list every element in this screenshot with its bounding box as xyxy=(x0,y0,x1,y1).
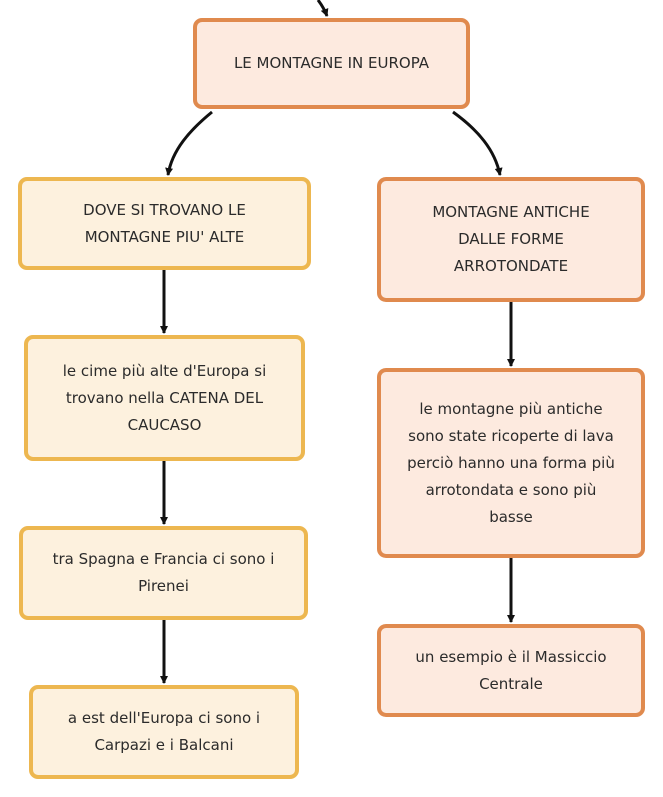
right-item-label-2: un esempio è il Massiccio Centrale xyxy=(415,647,607,693)
right-item-label-1: le montagne più antiche sono state ricoperte di lava perciò hanno una forma più arrotondata e sono più basse xyxy=(407,399,615,526)
connector-incoming xyxy=(318,0,327,16)
right-header-node[interactable] xyxy=(377,177,645,302)
left-header-label: DOVE SI TROVANO LE MONTAGNE PIU' ALTE xyxy=(83,200,246,246)
connector-root-right xyxy=(453,112,500,175)
right-item-node-2[interactable] xyxy=(377,624,645,717)
left-item-node-1[interactable] xyxy=(24,335,305,461)
left-item-node-2[interactable] xyxy=(19,526,308,620)
left-header-node[interactable] xyxy=(18,177,311,270)
right-item-node-1[interactable] xyxy=(377,368,645,558)
root-node[interactable] xyxy=(193,18,470,109)
connector-root-left xyxy=(168,112,212,175)
left-item-label-3: a est dell'Europa ci sono i Carpazi e i Balcani xyxy=(67,709,261,754)
left-item-label-1: le cime più alte d'Europa si trovano nella CATENA DEL CAUCASO xyxy=(62,361,267,434)
right-header-label: MONTAGNE ANTICHE DALLE FORME ARROTONDATE xyxy=(432,203,590,275)
left-item-label-2: tra Spagna e Francia ci sono i Pirenei xyxy=(52,550,275,595)
left-item-node-3[interactable] xyxy=(29,685,299,779)
root-node-label: LE MONTAGNE IN EUROPA xyxy=(233,54,430,72)
